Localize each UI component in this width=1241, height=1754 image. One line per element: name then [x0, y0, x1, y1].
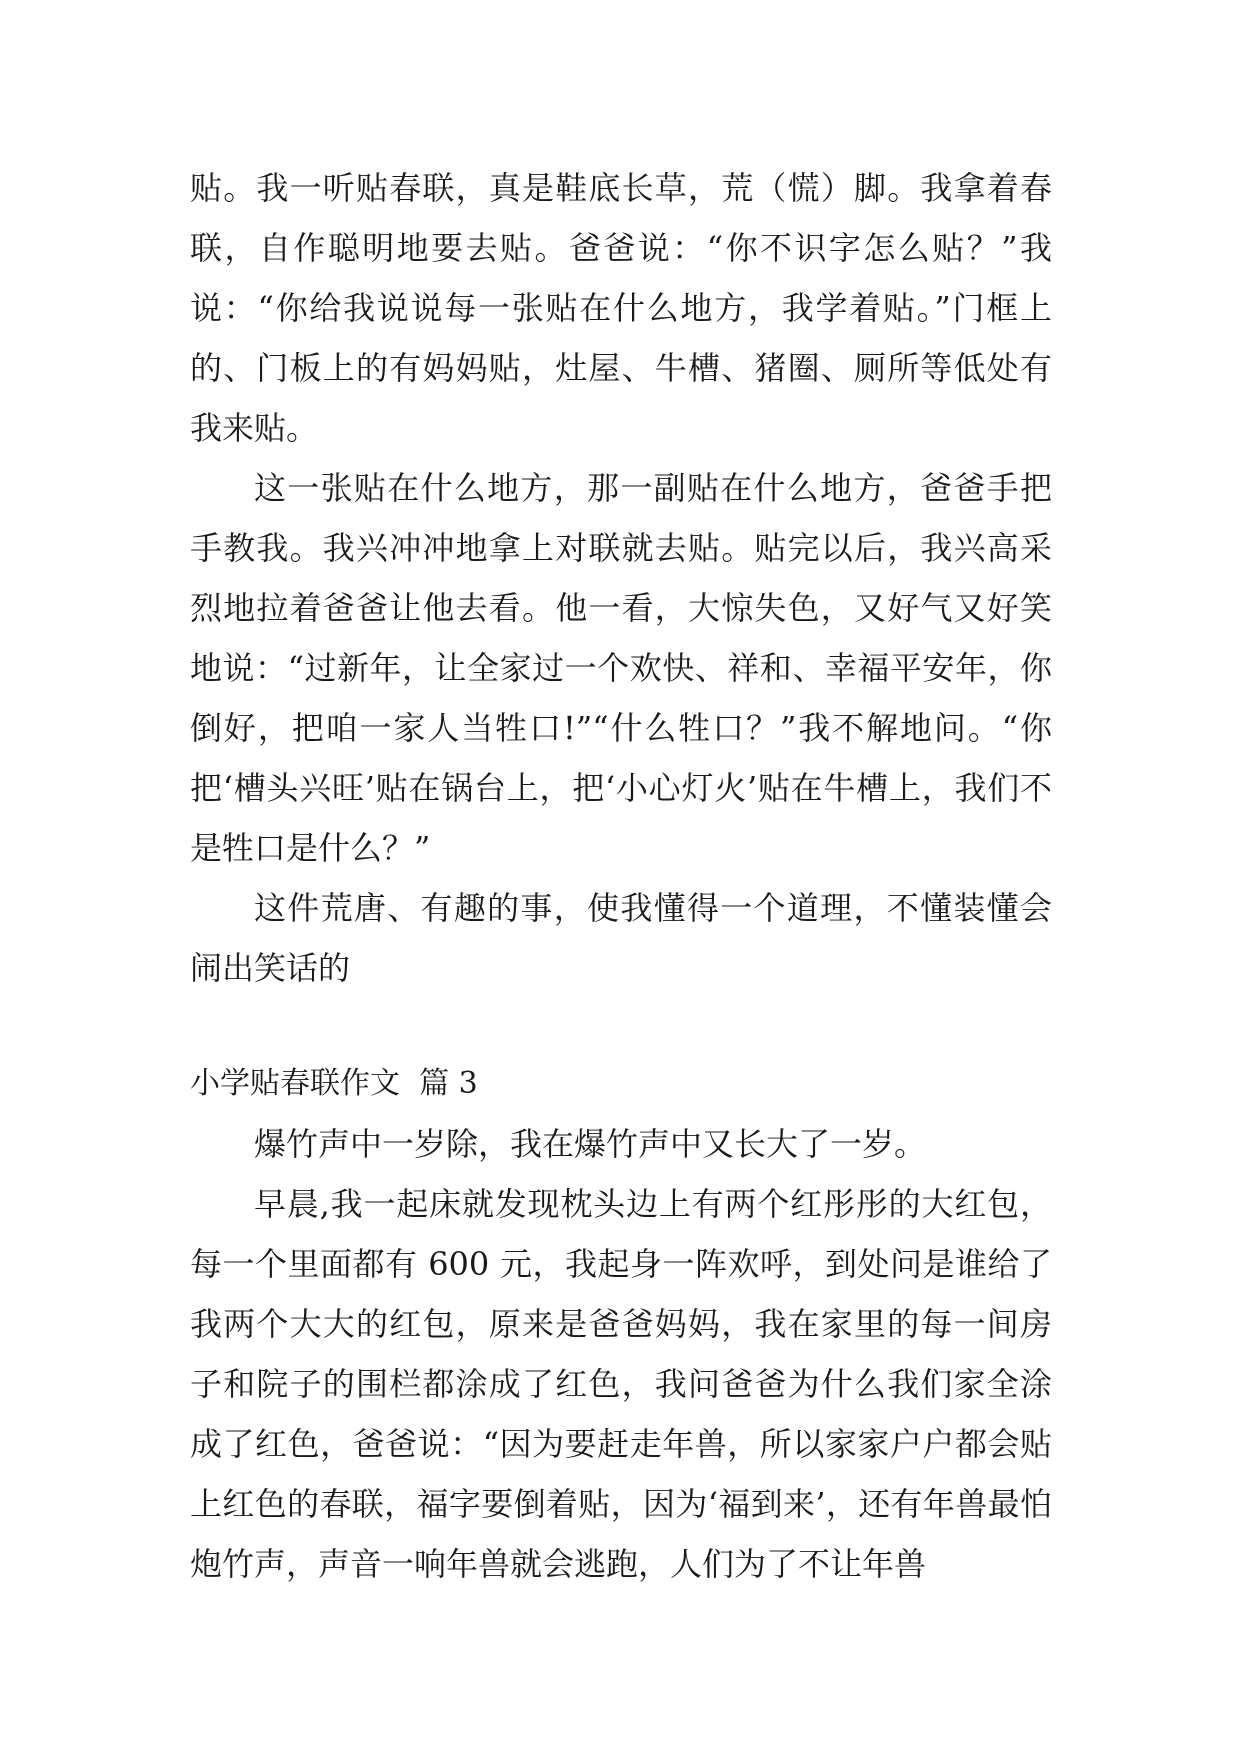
paragraph: 这一张贴在什么地方，那一副贴在什么地方，爸爸手把手教我。我兴冲冲地拿上对联就去贴。贴完以后，我兴高采烈地拉着爸爸让他去看。他一看，大惊失色，又好气又好笑地说：“过新年，让全家过一个欢快、祥和、幸福平安年，你倒好，把咱一家人当牲口!”“什么牲口？”我不解地问。“你把‘槽头兴旺’贴在锅台上，把‘小心灯火’贴在牛槽上，我们不是牲口是什么？”	[190, 469, 1052, 867]
document-body	[190, 158, 1052, 1594]
section-title: 小学贴春联作文 篇 3	[190, 1066, 478, 1101]
paragraph: 爆竹声中一岁除，我在爆竹声中又长大了一岁。	[254, 1125, 927, 1163]
paragraph: 贴。我一听贴春联，真是鞋底长草，荒（慌）脚。我拿着春联，自作聪明地要去贴。爸爸说：“你不识字怎么贴？”我说：“你给我说说每一张贴在什么地方，我学着贴。”门框上的、门板上的有妈妈贴，灶屋、牛槽、猪圈、厕所等低处有我来贴。	[190, 169, 1052, 447]
paragraph: 这件荒唐、有趣的事，使我懂得一个道理，不懂装懂会闹出笑话的	[190, 889, 1052, 987]
paragraph: 早晨,我一起床就发现枕头边上有两个红彤彤的大红包，每一个里面都有 600 元，我起身一阵欢呼，到处问是谁给了我两个大大的红包，原来是爸爸妈妈，我在家里的每一间房子和院子的围栏都涂成了红色，我问爸爸为什么我们家全涂成了红色，爸爸说：“因为要赶走年兽，所以家家户户都会贴上红色的春联，福字要倒着贴，因为‘福到来’，还有年兽最怕炮竹声，声音一响年兽就会逃跑，人们为了不让年兽	[190, 1185, 1052, 1583]
section-heading	[190, 1054, 1052, 1114]
